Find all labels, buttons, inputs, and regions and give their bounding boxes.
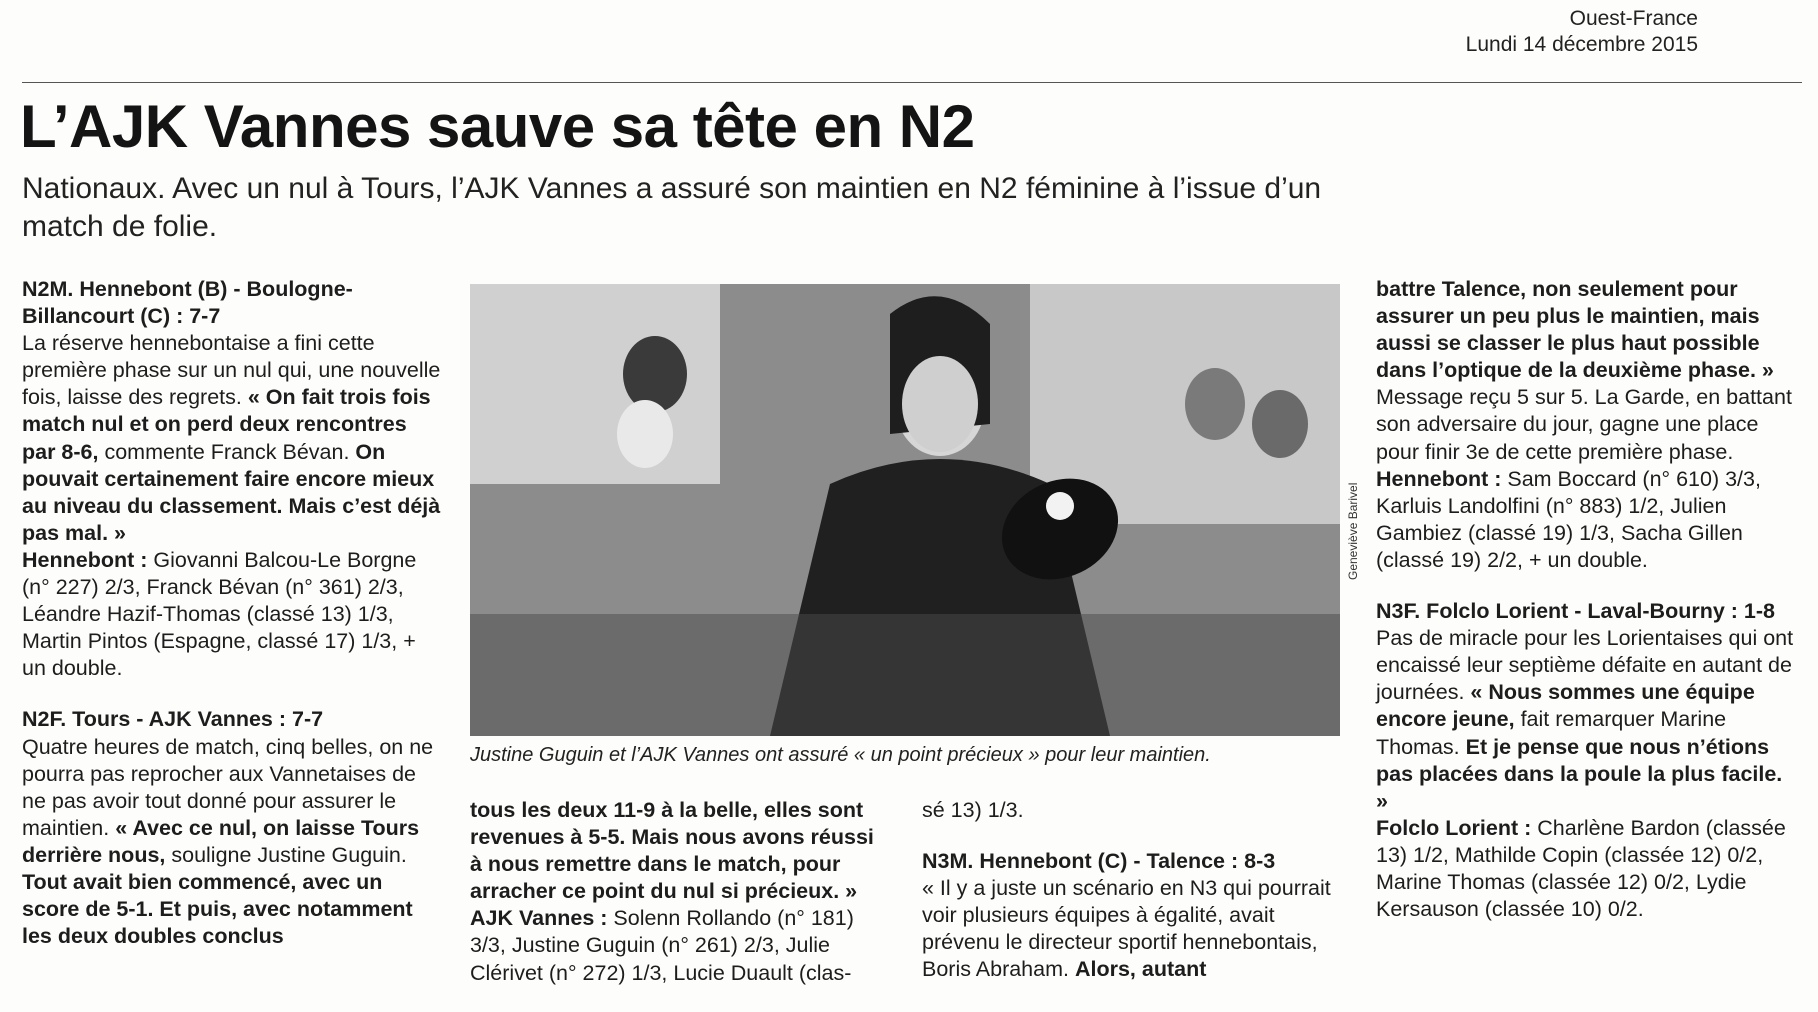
n3m-quote: Alors, autant (1074, 957, 1207, 982)
n2m-quote: On pouvait certainement faire encore mieux au niveau du classement. Mais c’est déjà pas mal. » (22, 439, 441, 545)
n2m-quote: « On fait trois fois match nul et on perd deux rencontres par 8-6, (22, 385, 431, 464)
n2f-heading: N2F. Tours - AJK Vannes : 7-7 (22, 707, 324, 732)
n2m-heading: N2M. Hennebont (B) - Boulogne-Billancourt (C) : 7-7 (22, 277, 353, 329)
publication-info (1466, 6, 1698, 58)
n3f-section (1376, 598, 1796, 923)
n3m-team: Sam Boccard (n° 610) 3/3, Karluis Landolfini (n° 883) 1/2, Julien Gambiez (classé 19) 1/3, Sacha Gillen (classé 19) 2/2, + un double. (1376, 466, 1761, 572)
n3f-quote: « Nous sommes une équipe encore jeune, (1376, 680, 1755, 732)
n2f-team: Solenn Rollando (n° 181) 3/3, Justine Guguin (n° 261) 2/3, Julie Clérivet (n° 272) 1/3, Lucie Duault (clas- (470, 906, 854, 985)
n3f-team: Charlène Bardon (classée 13) 1/2, Mathilde Copin (classée 12) 0/2, Marine Thomas (classée 12) 0/2, Lydie Kersauson (classée 10) 0/2. (1376, 815, 1786, 922)
n2f-team-cont: sé 13) 1/3. (922, 798, 1024, 822)
n2f-quote-cont: tous les deux 11-9 à la belle, elles sont revenues à 5-5. Mais nous avons réussi à nous remettre dans le match, pour arracher ce point du nul si précieux. » (470, 798, 874, 904)
column-3 (922, 797, 1342, 984)
photo-caption: Justine Guguin et l’AJK Vannes ont assuré « un point précieux » pour leur maintien. (470, 744, 1211, 766)
n3f-text: fait remarquer Marine Thomas. (1376, 707, 1727, 759)
n3m-text: avait prévenu le directeur sportif hennebontais, Boris Abraham. (922, 903, 1318, 982)
publication-name: Ouest-France (1569, 7, 1698, 30)
lede-kicker: Nationaux. (22, 172, 166, 205)
n3m-quote: « Il y a juste un scénario en N3 qui pourrait voir plusieurs équipes à égalité, (922, 876, 1331, 928)
n2m-team-label: Hennebont : (22, 547, 148, 572)
lede (22, 170, 1322, 246)
n2m-section (22, 276, 442, 682)
player-photo-icon (470, 284, 1340, 736)
n3m-team-label: Hennebont : (1376, 466, 1502, 491)
n3f-team-label: Folclo Lorient : (1376, 815, 1532, 840)
lede-text: Avec un nul à Tours, l’AJK Vannes a assuré son maintien en N2 féminine à l’issue d’un match de folie. (22, 172, 1322, 243)
n2f-quote: Tout avait bien commencé, avec un score de 5-1. Et puis, avec notamment les deux doubles conclus (22, 869, 413, 949)
header-rule (22, 82, 1802, 83)
n2m-team: Giovanni Balcou-Le Borgne (n° 227) 2/3, Franck Bévan (n° 361) 2/3, Léandre Hazif-Thomas (classé 13) 1/3, Martin Pintos (Espagne, classé 17) 1/3, + un double. (22, 547, 417, 681)
n3m-section-cont (1376, 276, 1796, 574)
n3f-quote: Et je pense que nous n’étions pas placées dans la poule la plus facile. » (1376, 734, 1783, 813)
n3f-text: Pas de miracle pour les Lorientaises qui ont encaissé leur septième défaite en autant de journées. (1376, 626, 1794, 705)
column-2 (470, 797, 890, 987)
photo-credit: Geneviève Barivel (1346, 482, 1360, 580)
n3f-heading: N3F. Folclo Lorient - Laval-Bourny : 1-8 (1376, 599, 1775, 624)
n3m-text-cont: Message reçu 5 sur 5. La Garde, en battant son adversaire du jour, gagne une place pour finir 3e de cette première phase. (1376, 385, 1792, 464)
n2f-text: souligne Justine Guguin. (165, 842, 407, 867)
n2f-team-label: AJK Vannes : (470, 906, 608, 931)
n2f-text: Quatre heures de match, cinq belles, on ne pourra pas reprocher aux Vannetaises de ne pas avoir tout donné pour assurer le maintien. (22, 734, 434, 840)
n3m-quote-cont: battre Talence, non seulement pour assurer un peu plus le maintien, mais aussi se classer le plus haut possible dans l’optique de la deuxième phase. » (1376, 277, 1774, 383)
column-4 (1376, 276, 1796, 947)
n3m-heading: N3M. Hennebont (C) - Talence : 8-3 (922, 849, 1276, 874)
n2m-text: La réserve hennebontaise a fini cette première phase sur un nul qui, une nouvelle fois, laisse des regrets. (22, 331, 441, 410)
n2m-text: commente Franck Bévan. (98, 439, 356, 464)
headline: L’AJK Vannes sauve sa tête en N2 (20, 93, 975, 160)
n2f-section (22, 706, 442, 950)
column-1 (22, 276, 442, 974)
n2f-quote: « Avec ce nul, on laisse Tours derrière nous, (22, 815, 420, 867)
article-photo (470, 284, 1340, 736)
publication-date: Lundi 14 décembre 2015 (1465, 33, 1698, 56)
